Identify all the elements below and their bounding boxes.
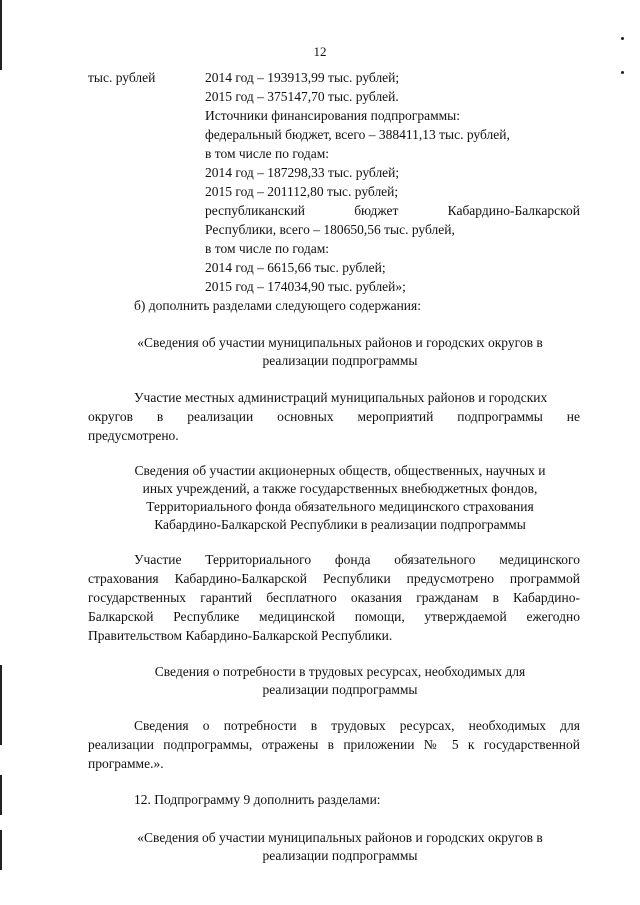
paragraph-line: Балкарской Республике медицинской помощи, утверждаемой ежегодно — [88, 609, 580, 624]
section-title: Сведения о потребности в трудовых ресурсах, необходимых для — [154, 664, 526, 679]
funding-line: 2014 год – 6615,66 тыс. рублей; — [205, 260, 386, 275]
scan-edge-mark — [0, 830, 2, 870]
paragraph-line: реализации подпрограммы, отражены в приложении № 5 к государственной — [88, 737, 580, 752]
paragraph-line-justified — [88, 408, 580, 425]
paragraph-line: страхования Кабардино-Балкарской Республики предусмотрено программой — [88, 571, 580, 586]
scan-edge-mark — [0, 775, 2, 815]
paragraph-line-justified — [134, 551, 580, 568]
item-12: 12. Подпрограмму 9 дополнить разделами: — [134, 792, 381, 807]
word: не — [566, 409, 580, 424]
word: бюджет — [354, 203, 399, 218]
item-b: б) дополнить разделами следующего содержания: — [134, 298, 421, 313]
funding-line: федеральный бюджет, всего – 388411,13 тыс. рублей, — [205, 127, 510, 142]
word: округов — [88, 409, 133, 424]
funding-line: Республики, всего – 180650,56 тыс. рублей, — [205, 222, 455, 237]
word: в — [156, 409, 164, 424]
section-title: иных учреждений, а также государственных внебюджетных фондов, — [142, 481, 538, 496]
paragraph-line: Участие местных администраций муниципальных районов и городских — [134, 390, 548, 405]
funding-line: 2015 год – 201112,80 тыс. рублей; — [205, 184, 399, 199]
section-title: Сведения об участии акционерных обществ, общественных, научных и — [134, 463, 546, 478]
republic-budget-line — [205, 202, 580, 219]
word: Участие — [134, 552, 182, 567]
word: обязательного — [394, 552, 476, 567]
unit-label: тыс. рублей — [88, 70, 156, 85]
paragraph-line: программе.». — [88, 756, 164, 771]
section-title: реализации подпрограммы — [262, 848, 418, 863]
funding-line: 2014 год – 187298,33 тыс. рублей; — [205, 165, 400, 180]
funding-line: в том числе по годам: — [205, 241, 330, 256]
page-number: 12 — [313, 44, 327, 59]
paragraph-line: Правительством Кабардино-Балкарской Республики. — [88, 628, 393, 643]
section-title: реализации подпрограммы — [262, 682, 418, 697]
funding-line: Источники финансирования подпрограммы: — [205, 108, 460, 123]
funding-line: 2015 год – 375147,70 тыс. рублей. — [205, 89, 399, 104]
paragraph-line: Сведения о потребности в трудовых ресурсах, необходимых для — [134, 718, 580, 733]
word: фонда — [334, 552, 371, 567]
word: мероприятий — [357, 409, 434, 424]
word: реализации — [187, 409, 254, 424]
section-title: «Сведения об участии муниципальных районов и городских округов в — [137, 830, 543, 845]
scan-speck — [621, 71, 624, 74]
word: основных — [277, 409, 334, 424]
scan-edge-mark — [0, 665, 2, 745]
word: республиканский — [205, 203, 305, 218]
paragraph-line: предусмотрено. — [88, 428, 179, 443]
section-title: реализации подпрограммы — [262, 353, 418, 368]
section-title: «Сведения об участии муниципальных районов и городских округов в — [137, 335, 543, 350]
word: Территориального — [205, 552, 312, 567]
funding-line: в том числе по годам: — [205, 146, 330, 161]
section-title: Кабардино-Балкарской Республики в реализации подпрограммы — [154, 517, 526, 532]
word: подпрограммы — [457, 409, 543, 424]
funding-line: 2015 год – 174034,90 тыс. рублей»; — [205, 279, 406, 294]
word: медицинского — [499, 552, 580, 567]
section-title: Территориального фонда обязательного медицинского страхования — [146, 499, 534, 514]
funding-line: 2014 год – 193913,99 тыс. рублей; — [205, 70, 400, 85]
word: Кабардино-Балкарской — [447, 203, 580, 218]
paragraph-line: государственных гарантий бесплатного оказания гражданам в Кабардино- — [88, 590, 580, 605]
scan-speck — [621, 37, 624, 40]
